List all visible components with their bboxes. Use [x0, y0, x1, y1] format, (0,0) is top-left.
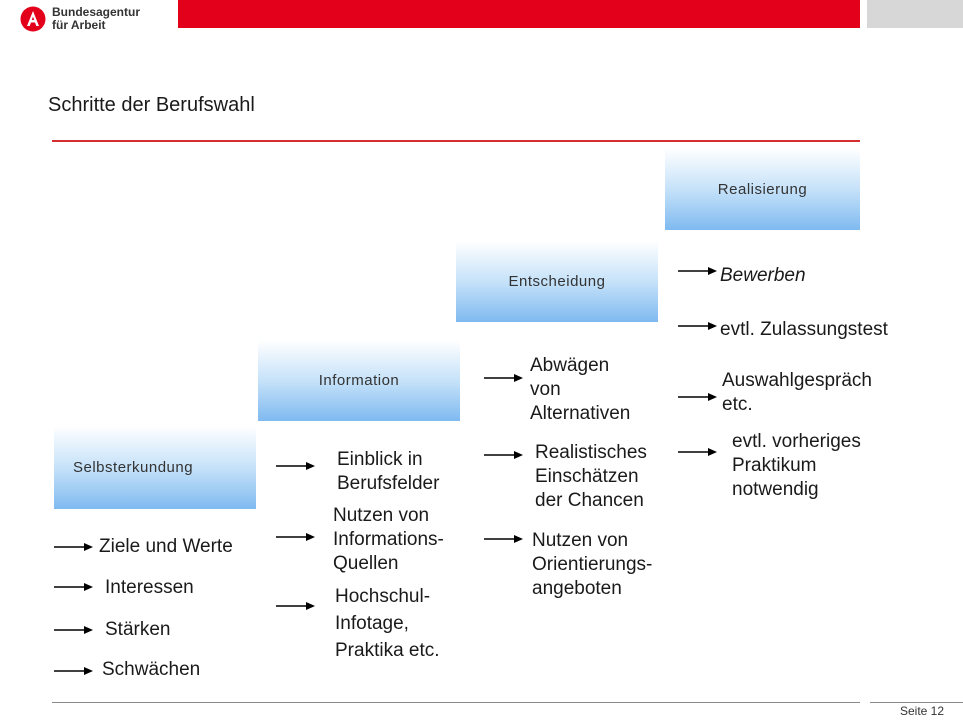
list-item: Bewerben [720, 265, 806, 286]
list-item: evtl. Zulassungstest [720, 319, 888, 340]
list-item: Abwägen von Alternativen [530, 355, 631, 424]
list-item: Schwächen [102, 659, 201, 680]
org-logo-text [52, 6, 140, 32]
arrow-icon [678, 391, 718, 403]
arrow-icon [276, 600, 316, 612]
step-realisierung [665, 148, 860, 230]
header-red-bar [178, 0, 860, 28]
arrow-icon [54, 624, 94, 636]
org-name-line1: Bundesagentur [52, 5, 141, 19]
list-item: Auswahlgespräch etc. [722, 370, 872, 415]
arrow-icon [54, 665, 94, 677]
arrow-icon [276, 460, 316, 472]
header-grey-block [867, 0, 963, 28]
logo-icon [20, 6, 46, 32]
list-item: Nutzen von Orientierungs- angeboten [532, 530, 653, 599]
title-divider [52, 140, 860, 142]
step-label: Realisierung [717, 180, 808, 198]
arrow-icon [678, 446, 718, 458]
footer-divider-right [870, 702, 963, 703]
footer-divider [52, 702, 860, 703]
step-label: Entscheidung [508, 273, 606, 290]
list-item: evtl. vorheriges Praktikum notwendig [732, 431, 861, 500]
page-number: Seite 12 [900, 704, 945, 718]
list-item: Nutzen von Informations- Quellen [333, 505, 444, 574]
list-item: Einblick in Berufsfelder [337, 449, 440, 494]
org-name-line2: für Arbeit [52, 18, 106, 32]
step-label: Information [318, 372, 400, 389]
step-entscheidung [456, 241, 658, 322]
step-label: Selbsterkundung [73, 459, 194, 476]
arrow-icon [54, 581, 94, 593]
step-selbsterkundung [54, 426, 256, 509]
arrow-icon [678, 320, 718, 332]
arrow-icon [484, 533, 524, 545]
list-item: Interessen [105, 577, 194, 598]
arrow-icon [54, 541, 94, 553]
list-item: Ziele und Werte [99, 536, 233, 557]
list-item: Stärken [105, 619, 171, 640]
list-item: Hochschul- Infotage, Praktika etc. [335, 586, 440, 661]
arrow-icon [484, 449, 524, 461]
arrow-icon [484, 372, 524, 384]
page-title: Schritte der Berufswahl [48, 94, 255, 116]
arrow-icon [678, 265, 718, 277]
arrow-icon [276, 531, 316, 543]
step-information [258, 340, 460, 421]
list-item: Realistisches Einschätzen der Chancen [535, 442, 647, 511]
